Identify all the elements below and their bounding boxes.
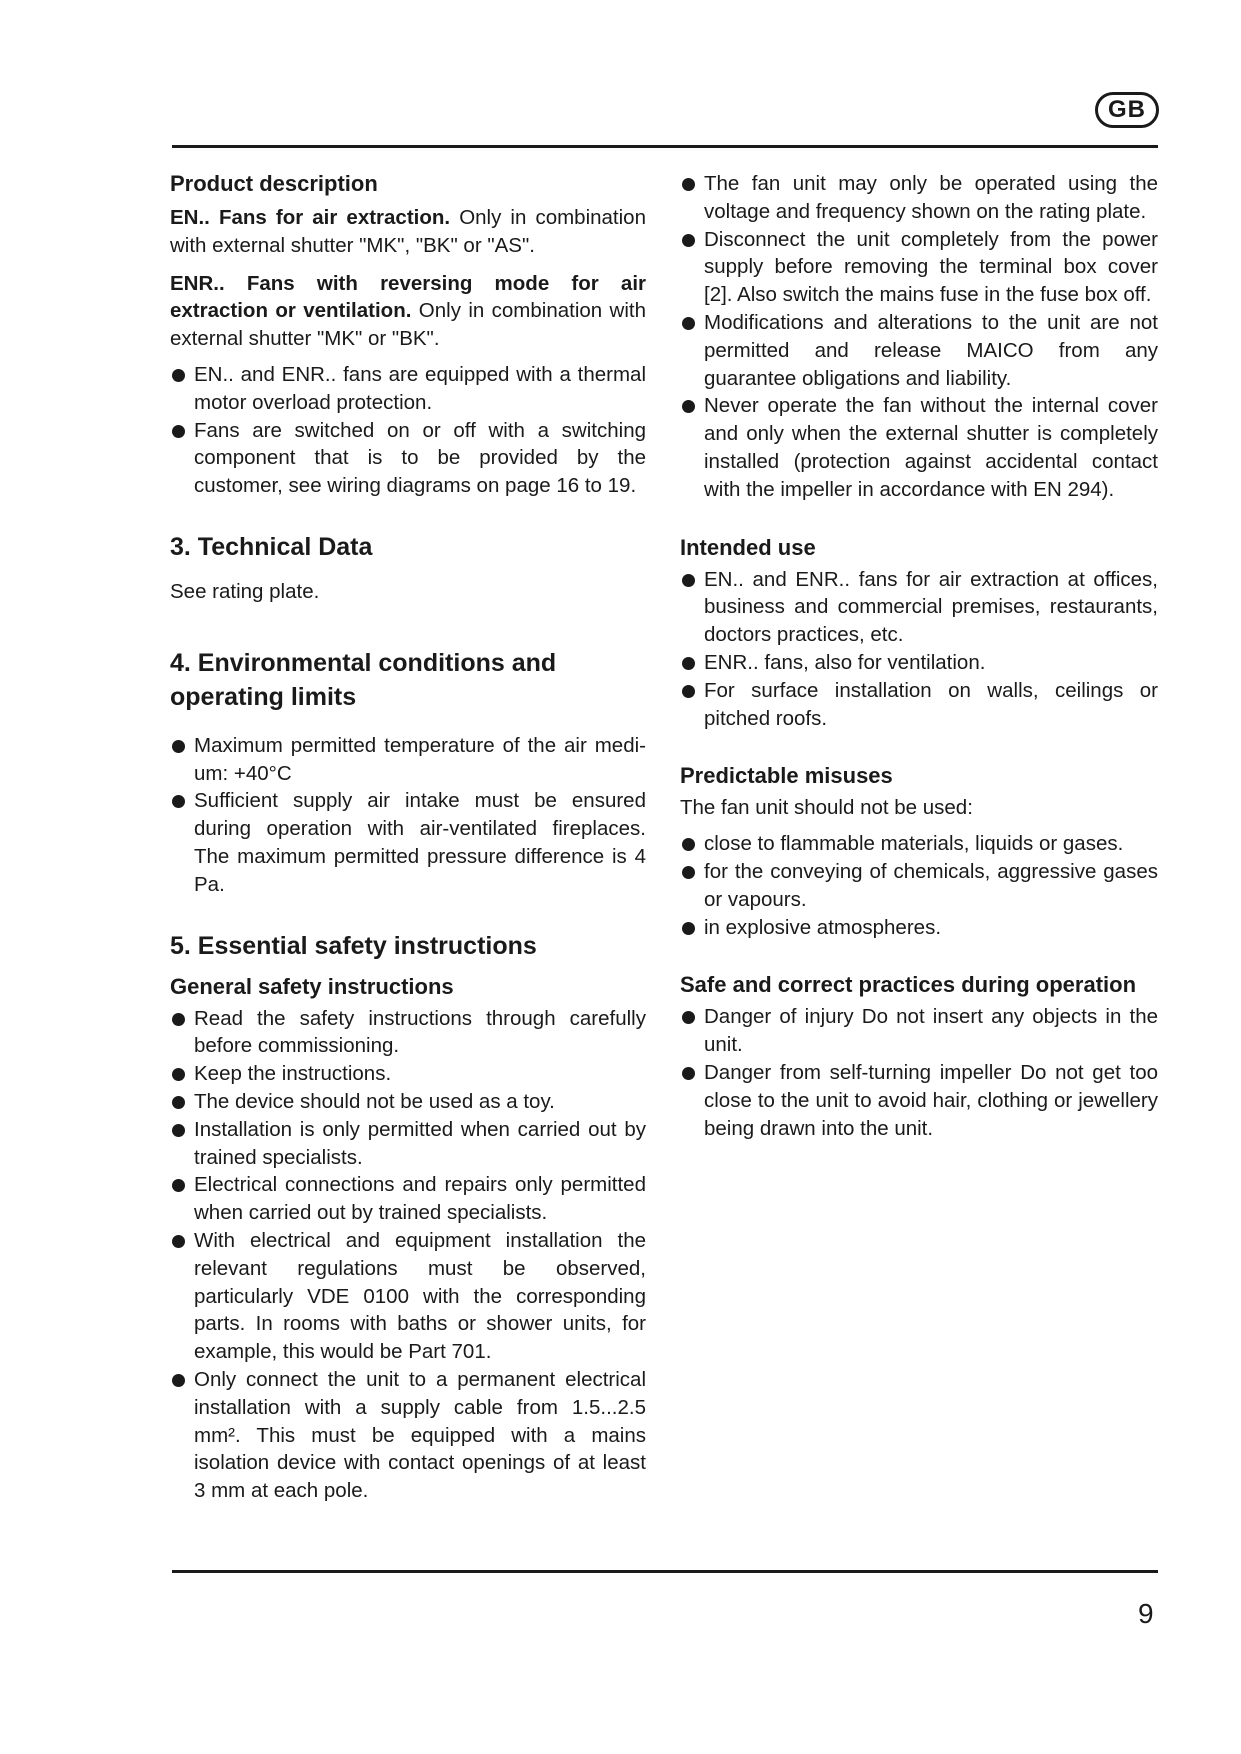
practices-bullets — [680, 1003, 1158, 1142]
list-item-text: Fans are switched on or off with a switching component that is to be provided by the customer, see wiring diagrams on page 16 to 19. — [194, 418, 646, 498]
bullet-icon — [172, 1096, 185, 1109]
bullet-icon — [682, 657, 695, 670]
list-item — [170, 361, 646, 417]
bottom-divider — [172, 1570, 1158, 1573]
language-badge: GB — [1095, 92, 1159, 128]
list-item-text: EN.. and ENR.. fans are equipped with a thermal motor overload protection. — [194, 362, 646, 414]
right-column — [680, 170, 1158, 1142]
environment-bullets — [170, 732, 646, 899]
technical-data-title: 3. Technical Data — [170, 532, 373, 561]
list-item — [680, 226, 1158, 309]
environment-title-line2: operating limits — [170, 682, 357, 711]
en-fans-text: Only in combination with external shutter "MK", "BK" or "AS". — [170, 206, 646, 257]
list-item — [680, 392, 1158, 503]
misuses-intro: The fan unit should not be used: — [680, 796, 973, 820]
en-fans-paragraph — [170, 204, 646, 260]
list-item — [170, 1227, 646, 1366]
bullet-icon — [682, 685, 695, 698]
list-item-text: The fan unit may only be operated using the voltage and frequency shown on the rating plate. — [704, 172, 1158, 223]
bullet-icon — [682, 400, 695, 413]
list-item-text: EN.. and ENR.. fans for air extraction at offices, business and commercial premises, restaurants, doctors practices, etc. — [704, 567, 1158, 647]
operation-bullets — [680, 170, 1158, 504]
list-item — [680, 914, 1158, 942]
list-item — [170, 1060, 646, 1088]
misuses-bullets — [680, 830, 1158, 941]
safety-bullets — [170, 1005, 646, 1505]
list-item-text: ENR.. fans, also for ventilation. — [704, 650, 986, 674]
list-item-text: Keep the instructions. — [194, 1062, 392, 1086]
list-item — [680, 1003, 1158, 1059]
list-item — [170, 1116, 646, 1172]
list-item-text: for the conveying of chemicals, aggressive gases or vapours. — [704, 859, 1158, 911]
list-item — [170, 1366, 646, 1505]
bullet-icon — [172, 1124, 185, 1137]
product-description-title: Product description — [170, 171, 378, 196]
list-item — [170, 732, 646, 788]
bullet-icon — [682, 178, 695, 191]
list-item-text: Danger from self-turning impeller Do not get too close to the unit to avoid hair, clothing or jewellery being drawn into the unit. — [704, 1060, 1158, 1140]
general-safety-title: General safety instructions — [170, 973, 454, 999]
technical-data-text: See rating plate. — [170, 579, 320, 603]
bullet-icon — [682, 1067, 695, 1080]
list-item — [170, 1005, 646, 1061]
bullet-icon — [682, 317, 695, 330]
intended-use-bullets — [680, 566, 1158, 733]
list-item — [170, 417, 646, 500]
list-item — [680, 170, 1158, 226]
list-item-text: close to flammable materials, liquids or gases. — [704, 832, 1124, 856]
bullet-icon — [682, 838, 695, 851]
list-item-text: Disconnect the unit completely from the power supply before removing the terminal box cover [2]. Also switch the mains fuse in the fuse box off. — [704, 227, 1158, 307]
page-number: 9 — [1138, 1598, 1154, 1629]
list-item — [680, 649, 1158, 677]
bullet-icon — [172, 1013, 185, 1026]
list-item-text: Never operate the fan without the internal cover and only when the external shutter is completely installed (protection against accidental contact with the impeller in accordance with EN 294). — [704, 394, 1158, 501]
list-item-text: in explosive atmospheres. — [704, 915, 942, 939]
bullet-icon — [682, 234, 695, 247]
list-item-text: For surface installation on walls, ceilings or pitched roofs. — [704, 678, 1158, 730]
list-item — [680, 566, 1158, 649]
environment-title — [170, 646, 646, 714]
list-item-text: With electrical and equipment installation the relevant regulations must be observed, particularly VDE 0100 with the corresponding parts. In rooms with baths or shower units, for example, this would be Part 701. — [194, 1228, 646, 1364]
list-item — [680, 677, 1158, 733]
list-item-text: Only connect the unit to a permanent electrical installation with a supply cable from 1.5...2.5 mm². This must be equipped with a mains isolation device with contact openings of at least 3 mm at each pole. — [194, 1367, 646, 1503]
enr-fans-paragraph — [170, 270, 646, 353]
en-fans-label: EN.. Fans for air extraction. — [170, 206, 451, 229]
list-item-text: Installation is only permitted when carried out by trained specialists. — [194, 1117, 646, 1169]
top-divider — [172, 145, 1158, 148]
bullet-icon — [172, 795, 185, 808]
enr-fans-label: ENR.. Fans with reversing mode for air extraction or ventilation. — [170, 271, 646, 323]
intended-use-title: Intended use — [680, 534, 816, 560]
bullet-icon — [172, 425, 185, 438]
list-item — [170, 1088, 646, 1116]
list-item — [170, 787, 646, 898]
bullet-icon — [172, 369, 185, 382]
safety-title: 5. Essential safety instructions — [170, 931, 537, 960]
bullet-icon — [682, 866, 695, 879]
bullet-icon — [172, 1235, 185, 1248]
product-bullets — [170, 361, 646, 500]
list-item-text: Modifications and alterations to the unit are not permitted and release MAICO from any guarantee obligations and liability. — [704, 310, 1158, 390]
list-item-text: Read the safety instructions through carefully before commissioning. — [194, 1006, 646, 1058]
misuses-title: Predictable misuses — [680, 763, 893, 789]
bullet-icon — [172, 1374, 185, 1387]
list-item-text: The device should not be used as a toy. — [194, 1089, 555, 1113]
list-item — [680, 830, 1158, 858]
bullet-icon — [172, 1068, 185, 1081]
bullet-icon — [682, 922, 695, 935]
bullet-icon — [682, 574, 695, 587]
bullet-icon — [172, 1179, 185, 1192]
environment-title-line1: 4. Environmental conditions and — [170, 648, 557, 677]
enr-fans-text: Only in combination with external shutter "MK" or "BK". — [170, 299, 646, 351]
list-item — [680, 858, 1158, 914]
list-item-text: Maximum permitted temperature of the air medi-um: +40°C — [194, 733, 646, 785]
list-item — [680, 1059, 1158, 1142]
list-item — [680, 309, 1158, 392]
left-column — [170, 170, 646, 1505]
list-item-text: Sufficient supply air intake must be ensured during operation with air-ventilated fireplaces. The maximum permitted pressure difference is 4 Pa. — [194, 789, 646, 896]
bullet-icon — [172, 740, 185, 753]
list-item-text: Danger of injury Do not insert any objects in the unit. — [704, 1005, 1158, 1057]
list-item-text: Electrical connections and repairs only permitted when carried out by trained specialists. — [194, 1173, 646, 1225]
bullet-icon — [682, 1011, 695, 1024]
practices-title: Safe and correct practices during operation — [680, 972, 1137, 998]
list-item — [170, 1171, 646, 1227]
